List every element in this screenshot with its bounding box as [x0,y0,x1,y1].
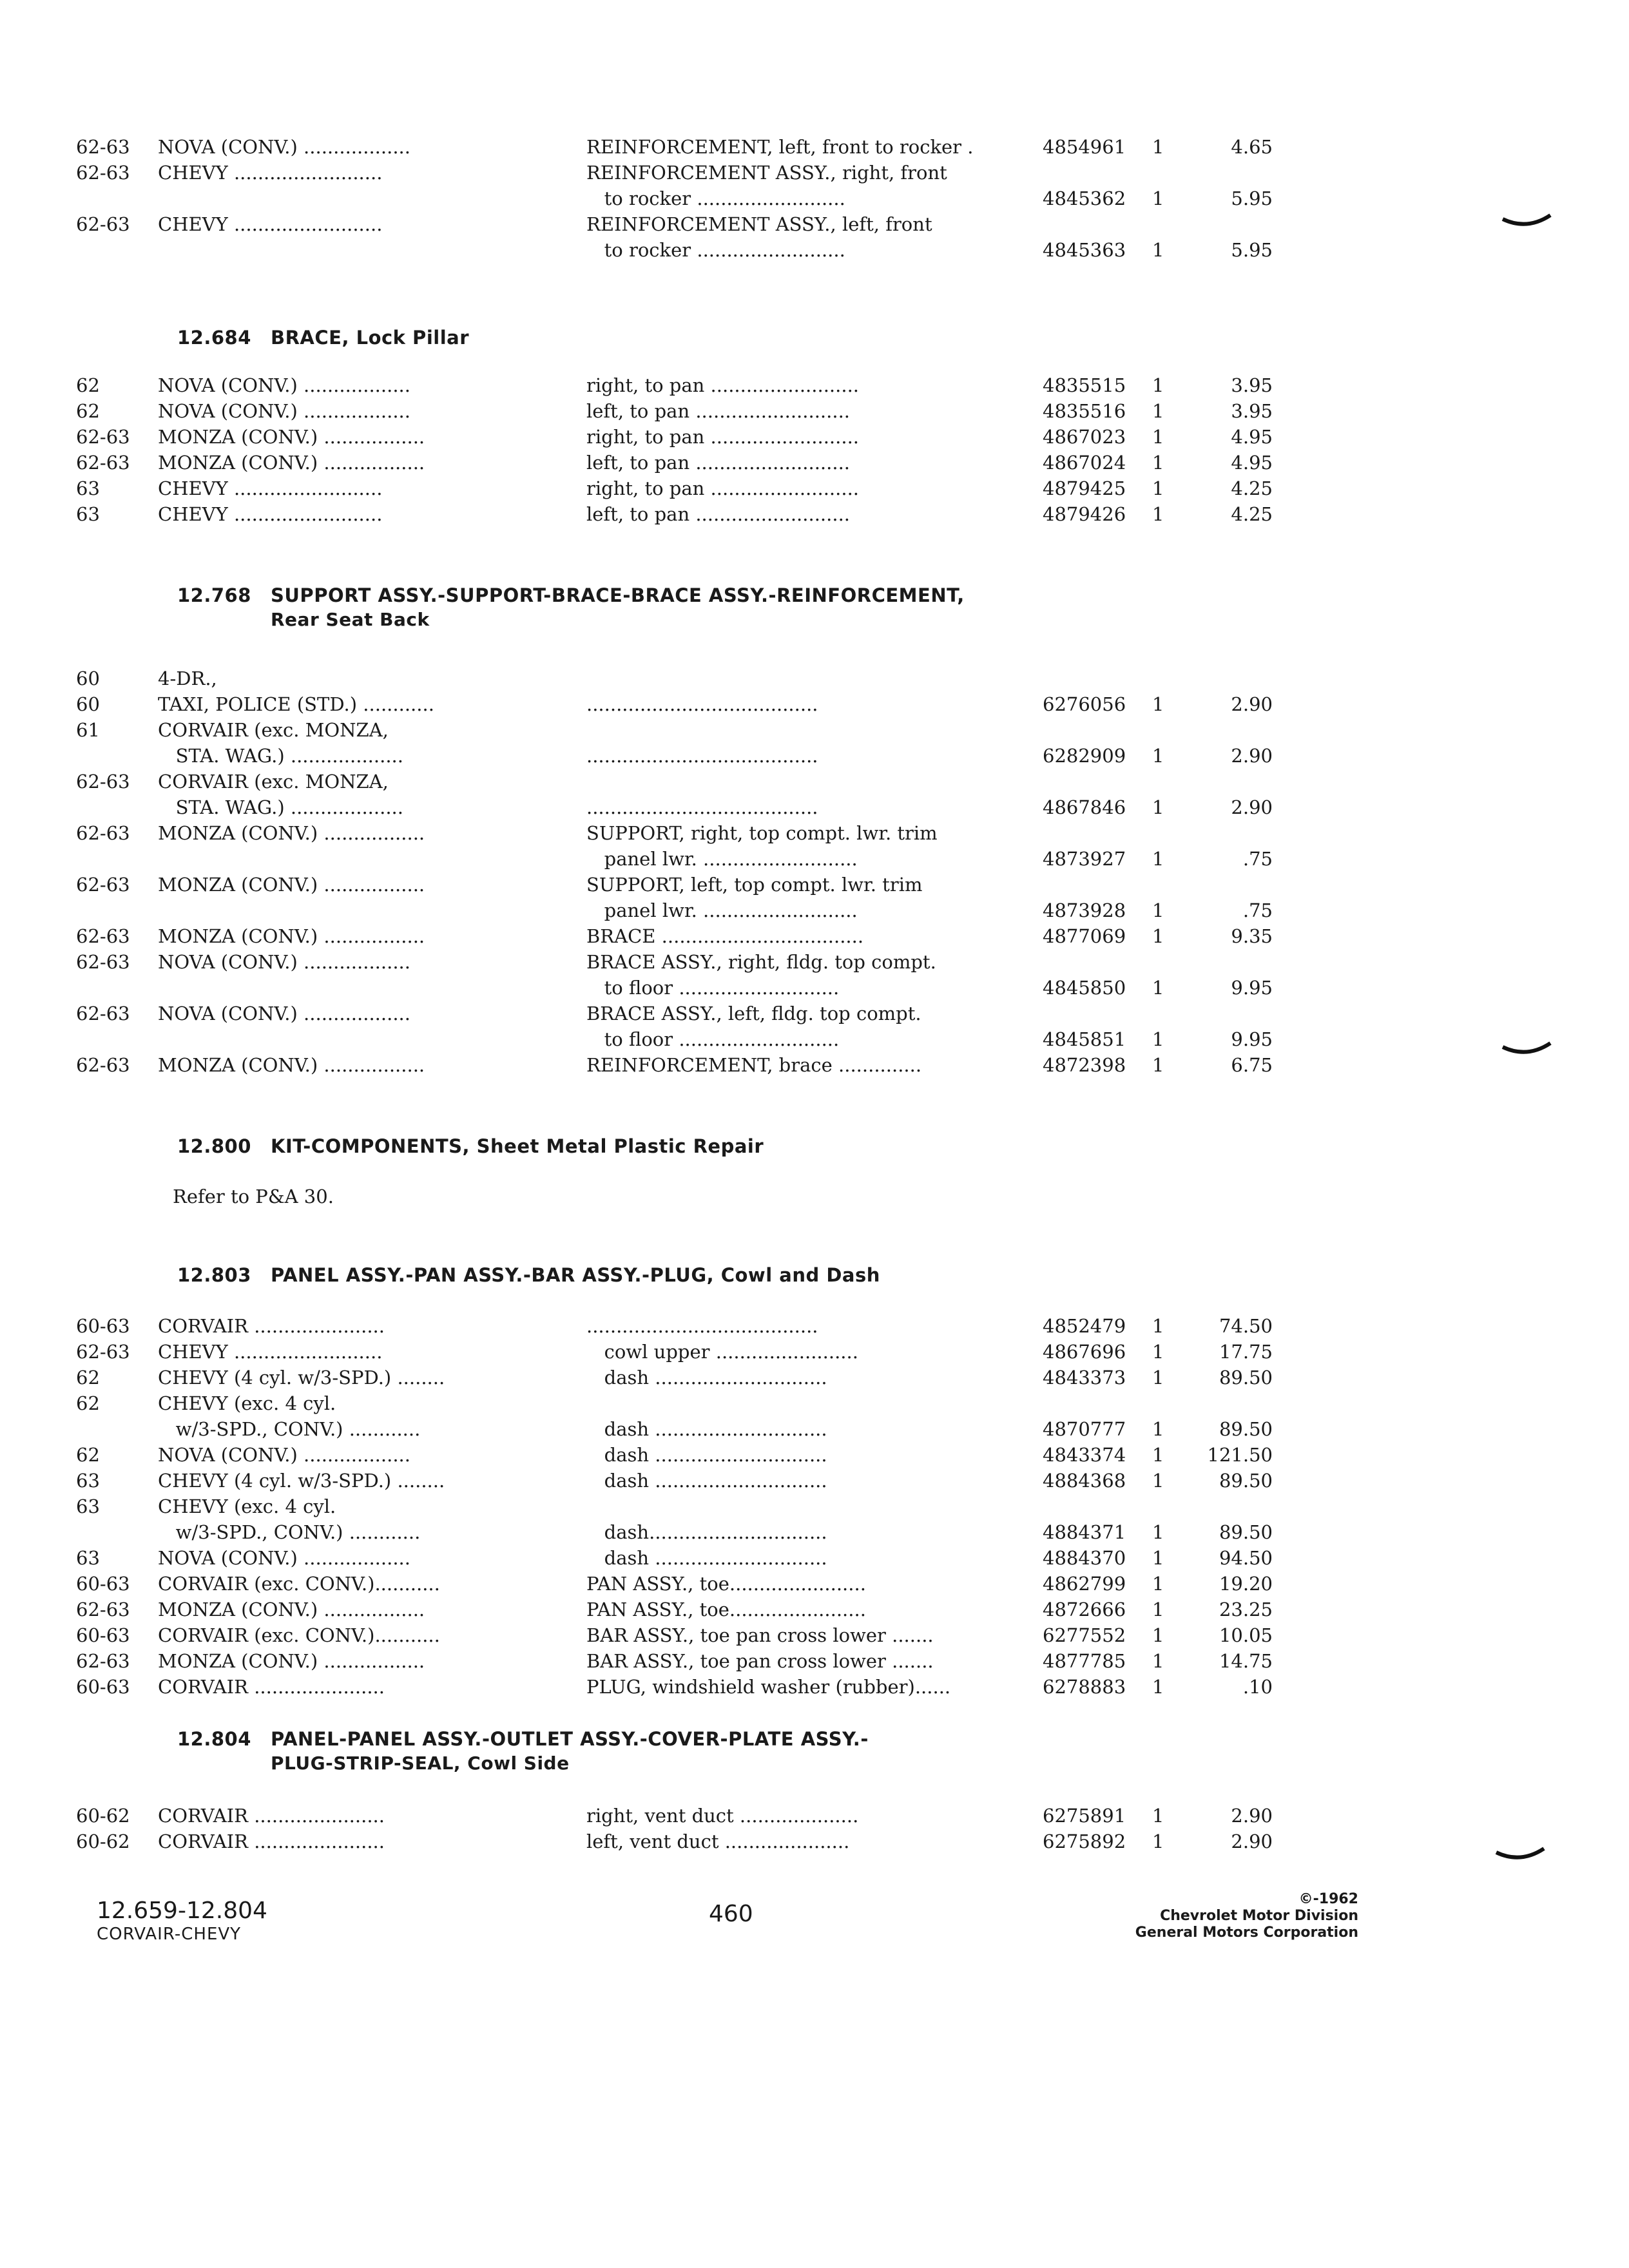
model-name: CORVAIR ...................... [158,1805,385,1827]
model-years: 60-62 [76,1805,130,1827]
part-number: 4852479 [1043,1315,1126,1337]
price: 14.75 [1219,1650,1273,1672]
part-number: 4862799 [1043,1573,1126,1595]
price: 6.75 [1231,1054,1273,1076]
part-number: 4879426 [1043,503,1126,525]
section-number: 12.800 [177,1135,251,1157]
quantity: 1 [1152,693,1164,715]
price: 4.95 [1231,452,1273,474]
price: 2.90 [1231,745,1273,767]
part-number: 4867696 [1043,1341,1126,1363]
part-number: 4873927 [1043,848,1126,870]
model-name: NOVA (CONV.) .................. [158,136,410,158]
quantity: 1 [1152,1805,1164,1827]
quantity: 1 [1152,374,1164,396]
price: 5.95 [1231,187,1273,209]
part-number: 4845851 [1043,1028,1126,1050]
model-years: 63 [76,1495,100,1517]
price: 9.95 [1231,1028,1273,1050]
part-description: PAN ASSY., toe....................... [586,1599,866,1620]
binding-mark [1501,1041,1553,1060]
part-number: 4854961 [1043,136,1126,158]
part-description: SUPPORT, right, top compt. lwr. trim [586,822,938,844]
model-name: w/3-SPD., CONV.) ............ [158,1521,421,1543]
section-number: 12.803 [177,1264,251,1286]
model-name: CORVAIR ...................... [158,1676,385,1698]
section-heading [177,583,965,632]
part-description: ....................................... [586,1315,818,1337]
model-name: CHEVY ......................... [158,477,383,499]
part-description: right, to pan ......................... [586,477,860,499]
part-description: REINFORCEMENT ASSY., left, front [586,213,932,235]
part-number: 6277552 [1043,1624,1126,1646]
quantity: 1 [1152,1444,1164,1466]
model-years: 62-63 [76,771,130,793]
part-description: ....................................... [586,745,818,767]
part-number: 4845850 [1043,977,1126,999]
price: 89.50 [1219,1521,1273,1543]
part-number: 4873928 [1043,899,1126,921]
model-years: 62-63 [76,925,130,947]
price: .75 [1242,899,1273,921]
section-title: SUPPORT ASSY.-SUPPORT-BRACE-BRACE ASSY.-REINFORCEMENT, [271,584,965,606]
price: .75 [1242,848,1273,870]
section-heading [177,1727,869,1776]
model-name: CORVAIR (exc. CONV.)........... [158,1624,440,1646]
quantity: 1 [1152,400,1164,422]
part-description: to rocker ......................... [586,187,845,209]
price: 2.90 [1231,796,1273,818]
model-name: NOVA (CONV.) .................. [158,400,410,422]
quantity: 1 [1152,426,1164,448]
price: 19.20 [1219,1573,1273,1595]
quantity: 1 [1152,452,1164,474]
part-description: right, to pan ......................... [586,426,860,448]
section-subtitle: PLUG-STRIP-SEAL, Cowl Side [271,1753,570,1774]
model-name: NOVA (CONV.) .................. [158,374,410,396]
price: 3.95 [1231,374,1273,396]
model-years: 62-63 [76,452,130,474]
section-title: PANEL-PANEL ASSY.-OUTLET ASSY.-COVER-PLATE ASSY.- [271,1728,869,1750]
part-description: panel lwr. .......................... [586,848,858,870]
price: 2.90 [1231,1805,1273,1827]
part-number: 4843374 [1043,1444,1126,1466]
part-number: 6276056 [1043,693,1126,715]
part-description: ....................................... [586,693,818,715]
model-name: NOVA (CONV.) .................. [158,1547,410,1569]
part-number: 4879425 [1043,477,1126,499]
price: 17.75 [1219,1341,1273,1363]
quantity: 1 [1152,1624,1164,1646]
quantity: 1 [1152,1418,1164,1440]
quantity: 1 [1152,1547,1164,1569]
price: 89.50 [1219,1470,1273,1492]
model-years: 62 [76,1367,100,1389]
part-description: BRACE .................................. [586,925,864,947]
model-name: w/3-SPD., CONV.) ............ [158,1418,421,1440]
model-years: 60 [76,693,100,715]
part-description: left, to pan .......................... [586,503,851,525]
price: 4.25 [1231,477,1273,499]
model-name: CHEVY (4 cyl. w/3-SPD.) ........ [158,1470,445,1492]
model-name: MONZA (CONV.) ................. [158,874,425,896]
model-years: 63 [76,1470,100,1492]
model-name: CHEVY ......................... [158,213,383,235]
part-description: REINFORCEMENT, brace .............. [586,1054,922,1076]
model-name: CHEVY ......................... [158,1341,383,1363]
quantity: 1 [1152,1599,1164,1620]
division: Chevrolet Motor Division [1160,1908,1358,1924]
footer-section-range: 12.659-12.804 [97,1898,267,1924]
part-number: 4845362 [1043,187,1126,209]
price: 4.65 [1231,136,1273,158]
part-description: dash ............................. [586,1418,827,1440]
model-name: TAXI, POLICE (STD.) ............ [158,693,434,715]
quantity: 1 [1152,239,1164,261]
price: 74.50 [1219,1315,1273,1337]
model-years: 62-63 [76,426,130,448]
part-description: left, to pan .......................... [586,400,851,422]
part-number: 4884371 [1043,1521,1126,1543]
section-heading [177,325,469,350]
section-heading [177,1263,880,1287]
copyright: ©-1962 [1298,1891,1358,1907]
part-description: PLUG, windshield washer (rubber)...... [586,1676,951,1698]
part-number: 6278883 [1043,1676,1126,1698]
quantity: 1 [1152,503,1164,525]
model-name: NOVA (CONV.) .................. [158,1444,410,1466]
part-description: dash.............................. [586,1521,827,1543]
price: 121.50 [1207,1444,1273,1466]
model-name: 4-DR., [158,668,217,689]
price: 10.05 [1219,1624,1273,1646]
model-years: 62 [76,400,100,422]
quantity: 1 [1152,796,1164,818]
model-years: 60-63 [76,1676,130,1698]
model-name: NOVA (CONV.) .................. [158,1003,410,1024]
corporation: General Motors Corporation [1135,1925,1358,1941]
model-name: MONZA (CONV.) ................. [158,1650,425,1672]
price: 4.25 [1231,503,1273,525]
model-years: 62 [76,374,100,396]
model-years: 60-63 [76,1315,130,1337]
part-description: REINFORCEMENT ASSY., right, front [586,162,947,184]
part-description: left, to pan .......................... [586,452,851,474]
part-number: 4872666 [1043,1599,1126,1620]
model-years: 62-63 [76,1054,130,1076]
quantity: 1 [1152,187,1164,209]
model-years: 62-63 [76,822,130,844]
part-number: 6275891 [1043,1805,1126,1827]
section-title: PANEL ASSY.-PAN ASSY.-BAR ASSY.-PLUG, Cowl and Dash [271,1264,880,1286]
part-description: REINFORCEMENT, left, front to rocker . [586,136,974,158]
model-name: CHEVY (exc. 4 cyl. [158,1392,336,1414]
footer-publisher [1135,1891,1358,1941]
part-description: BRACE ASSY., left, fldg. top compt. [586,1003,921,1024]
part-number: 4867024 [1043,452,1126,474]
model-name: MONZA (CONV.) ................. [158,426,425,448]
model-years: 61 [76,719,100,741]
part-description: to rocker ......................... [586,239,845,261]
model-years: 60-63 [76,1624,130,1646]
footer-series: CORVAIR-CHEVY [97,1925,242,1944]
model-years: 62-63 [76,874,130,896]
part-description: right, vent duct .................... [586,1805,859,1827]
part-description: cowl upper ........................ [586,1341,858,1363]
model-name: CHEVY ......................... [158,162,383,184]
model-years: 63 [76,503,100,525]
section-number: 12.684 [177,327,251,349]
price: 94.50 [1219,1547,1273,1569]
part-number: 4872398 [1043,1054,1126,1076]
model-name: MONZA (CONV.) ................. [158,1054,425,1076]
part-number: 4835516 [1043,400,1126,422]
price: 89.50 [1219,1367,1273,1389]
quantity: 1 [1152,477,1164,499]
part-description: dash ............................. [586,1367,827,1389]
model-years: 62-63 [76,213,130,235]
model-years: 62-63 [76,1341,130,1363]
model-years: 62 [76,1444,100,1466]
section-title: BRACE, Lock Pillar [271,327,470,349]
part-description: left, vent duct ..................... [586,1831,850,1852]
part-number: 4884368 [1043,1470,1126,1492]
quantity: 1 [1152,1676,1164,1698]
section-title: KIT-COMPONENTS, Sheet Metal Plastic Repair [271,1135,764,1157]
part-description: BAR ASSY., toe pan cross lower ....... [586,1624,934,1646]
part-description: BAR ASSY., toe pan cross lower ....... [586,1650,934,1672]
quantity: 1 [1152,1367,1164,1389]
part-number: 4877785 [1043,1650,1126,1672]
price: 3.95 [1231,400,1273,422]
model-name: STA. WAG.) ................... [158,745,403,767]
quantity: 1 [1152,1341,1164,1363]
section-note: Refer to P&A 30. [173,1186,334,1207]
part-number: 4870777 [1043,1418,1126,1440]
part-description: SUPPORT, left, top compt. lwr. trim [586,874,923,896]
model-name: CHEVY (4 cyl. w/3-SPD.) ........ [158,1367,445,1389]
quantity: 1 [1152,136,1164,158]
model-name: MONZA (CONV.) ................. [158,925,425,947]
quantity: 1 [1152,1054,1164,1076]
price: 2.90 [1231,1831,1273,1852]
part-number: 4877069 [1043,925,1126,947]
model-name: MONZA (CONV.) ................. [158,452,425,474]
part-number: 6282909 [1043,745,1126,767]
price: 9.95 [1231,977,1273,999]
part-number: 4867023 [1043,426,1126,448]
model-name: CHEVY (exc. 4 cyl. [158,1495,336,1517]
price: 5.95 [1231,239,1273,261]
model-name: MONZA (CONV.) ................. [158,822,425,844]
model-years: 63 [76,477,100,499]
model-years: 62-63 [76,1599,130,1620]
price: 9.35 [1231,925,1273,947]
quantity: 1 [1152,1521,1164,1543]
part-description: PAN ASSY., toe....................... [586,1573,866,1595]
binding-mark [1495,1846,1547,1865]
part-description: to floor ........................... [586,977,840,999]
model-years: 62-63 [76,136,130,158]
part-description: dash ............................. [586,1547,827,1569]
part-description: to floor ........................... [586,1028,840,1050]
model-name: CORVAIR ...................... [158,1315,385,1337]
quantity: 1 [1152,1315,1164,1337]
part-description: panel lwr. .......................... [586,899,858,921]
section-heading [177,1134,764,1158]
part-number: 4884370 [1043,1547,1126,1569]
quantity: 1 [1152,1028,1164,1050]
model-name: STA. WAG.) ................... [158,796,403,818]
section-number: 12.768 [177,584,251,606]
price: 23.25 [1219,1599,1273,1620]
part-number: 4845363 [1043,239,1126,261]
model-years: 60-62 [76,1831,130,1852]
model-years: 60 [76,668,100,689]
page-number: 460 [709,1901,753,1927]
section-number: 12.804 [177,1728,251,1750]
part-number: 4867846 [1043,796,1126,818]
part-description: dash ............................. [586,1470,827,1492]
model-years: 62-63 [76,1650,130,1672]
section-subtitle: Rear Seat Back [271,609,430,630]
part-description: right, to pan ......................... [586,374,860,396]
model-name: NOVA (CONV.) .................. [158,951,410,973]
price: 4.95 [1231,426,1273,448]
quantity: 1 [1152,745,1164,767]
model-name: CORVAIR ...................... [158,1831,385,1852]
model-name: CORVAIR (exc. MONZA, [158,719,389,741]
model-years: 60-63 [76,1573,130,1595]
model-years: 62-63 [76,951,130,973]
price: 2.90 [1231,693,1273,715]
model-years: 62-63 [76,162,130,184]
part-description: ....................................... [586,796,818,818]
quantity: 1 [1152,1573,1164,1595]
binding-mark [1501,213,1553,232]
quantity: 1 [1152,925,1164,947]
model-name: CORVAIR (exc. CONV.)........... [158,1573,440,1595]
price: 89.50 [1219,1418,1273,1440]
part-description: dash ............................. [586,1444,827,1466]
part-number: 6275892 [1043,1831,1126,1852]
model-years: 63 [76,1547,100,1569]
quantity: 1 [1152,1650,1164,1672]
quantity: 1 [1152,899,1164,921]
part-number: 4835515 [1043,374,1126,396]
quantity: 1 [1152,848,1164,870]
model-name: MONZA (CONV.) ................. [158,1599,425,1620]
model-years: 62 [76,1392,100,1414]
model-name: CORVAIR (exc. MONZA, [158,771,389,793]
model-name: CHEVY ......................... [158,503,383,525]
quantity: 1 [1152,1470,1164,1492]
model-years: 62-63 [76,1003,130,1024]
part-number: 4843373 [1043,1367,1126,1389]
price: .10 [1242,1676,1273,1698]
quantity: 1 [1152,1831,1164,1852]
part-description: BRACE ASSY., right, fldg. top compt. [586,951,936,973]
quantity: 1 [1152,977,1164,999]
footer-left [97,1898,267,1944]
